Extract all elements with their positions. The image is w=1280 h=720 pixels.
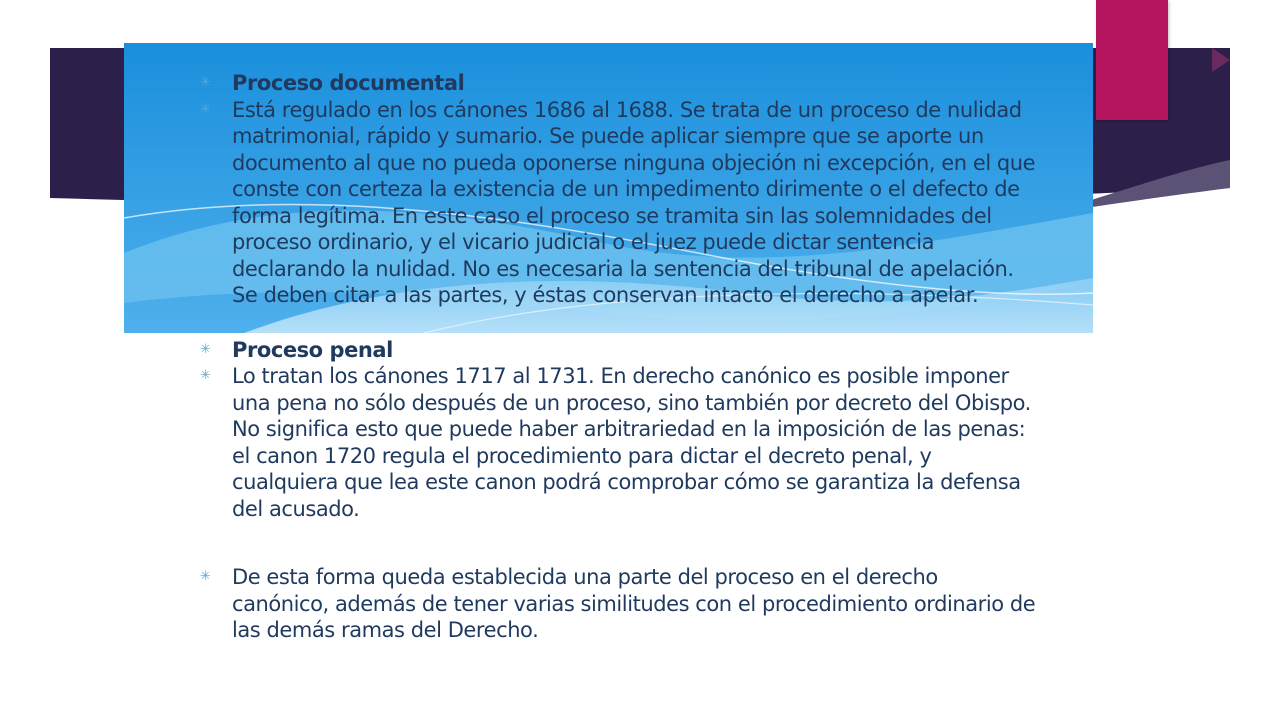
- body-text: Está regulado en los cánones 1686 al 1688. Se trata de un proceso de nulidad matrimonial, rápido y sumario. Se puede aplicar siempre que se aporte un documento al que no pueda oponerse ninguna objeción ni excepción, en el que conste con certeza la existencia de un impedimento dirimente o el defecto de forma legítima. En este caso el proceso se tramita sin las solemnidades del proceso ordinario, y el vicario judicial o el juez puede dictar sentencia declarando la nulidad. No es necesaria la sentencia del tribunal de apelación. Se deben citar a las partes, y éstas conservan intacto el derecho a apelar.: [232, 97, 1036, 307]
- bullet-icon: ✳: [200, 75, 211, 90]
- section-heading: [196, 70, 1036, 97]
- bullet-icon: ✳: [200, 569, 211, 584]
- conclusion-text: De esta forma queda establecida una parte del proceso en el derecho canónico, además de tener varias similitudes con el procedimiento ordinario de las demás ramas del Derecho.: [232, 565, 1036, 642]
- section-body: [196, 363, 1036, 522]
- slide-content: [196, 70, 1036, 644]
- conclusion: [196, 564, 1036, 644]
- bullet-icon: ✳: [200, 101, 211, 117]
- heading-text: Proceso documental: [232, 71, 465, 95]
- section-body: [196, 97, 1036, 309]
- accent-bar: [1096, 0, 1168, 120]
- body-text: Lo tratan los cánones 1717 al 1731. En derecho canónico es posible imponer una pena no sólo después de un proceso, sino también por decreto del Obispo. No significa esto que puede haber arbitrariedad en la imposición de las penas: el canon 1720 regula el procedimiento para dictar el decreto penal, y cualquiera que lea este canon podrá comprobar cómo se garantiza la defensa del acusado.: [232, 364, 1031, 521]
- bullet-icon: ✳: [200, 368, 211, 383]
- section-heading: [196, 337, 1036, 364]
- heading-text: Proceso penal: [232, 337, 393, 362]
- bullet-icon: ✳: [200, 341, 211, 357]
